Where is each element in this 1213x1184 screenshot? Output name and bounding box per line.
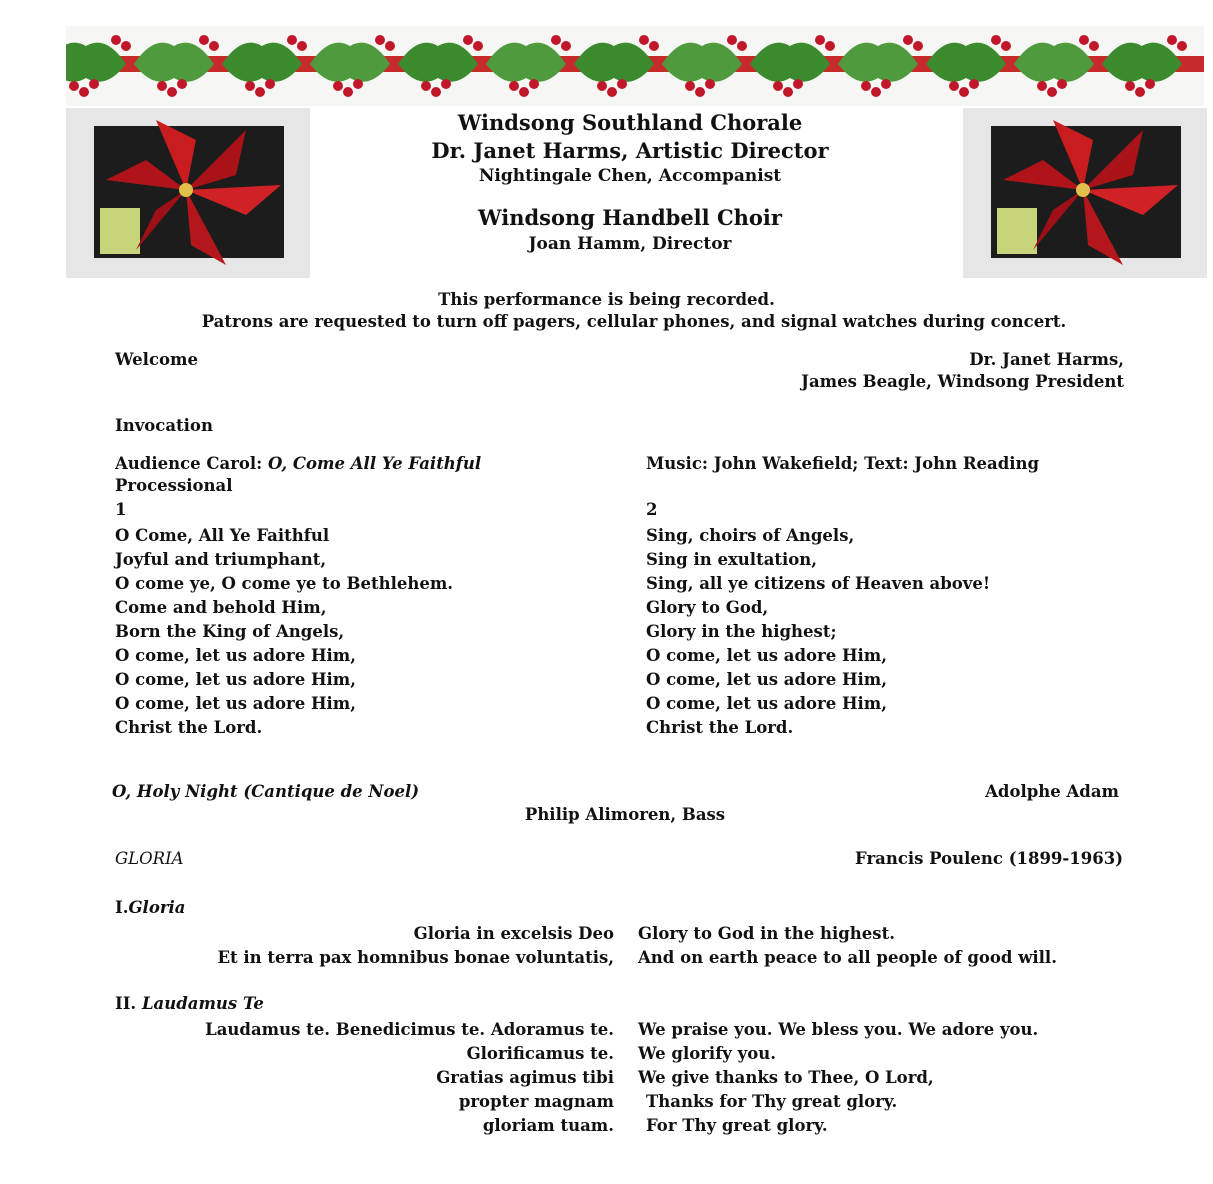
latin-line: Laudamus te. Benedicimus te. Adoramus te.: [205, 1020, 614, 1039]
latin-line: Gloria in excelsis Deo: [413, 924, 614, 943]
welcome-label: Welcome: [115, 350, 198, 369]
welcome-speaker-1: Dr. Janet Harms,: [969, 350, 1124, 369]
holly-berry: [737, 41, 747, 51]
carol-label: Audience Carol:: [115, 454, 269, 473]
holly-berry: [1037, 81, 1047, 91]
verse-2: [646, 524, 990, 740]
verse-line: O Come, All Ye Faithful: [115, 526, 330, 545]
holly-berry: [1079, 35, 1089, 45]
holly-berry: [111, 35, 121, 45]
verse-line: Joyful and triumphant,: [115, 550, 327, 569]
holly-berry: [793, 79, 803, 89]
verse-line: Sing, choirs of Angels,: [646, 526, 855, 545]
movement-1-number: I.: [115, 898, 129, 917]
holly-berry: [297, 41, 307, 51]
holly-berry: [473, 41, 483, 51]
latin-line: Glorificamus te.: [466, 1044, 614, 1063]
handbell-choir-name: Windsong Handbell Choir: [478, 205, 782, 230]
holly-berry: [617, 79, 627, 89]
poinsettia-image-left: [66, 108, 310, 278]
handbell-director: Joan Hamm, Director: [528, 234, 732, 254]
verse-line: O come, let us adore Him,: [646, 670, 888, 689]
movement-1-title: Gloria: [128, 898, 186, 917]
holly-berry: [431, 87, 441, 97]
holly-berry: [649, 41, 659, 51]
holly-berry: [529, 79, 539, 89]
poinsettia-image-right: [963, 108, 1207, 278]
english-line: Glory to God in the highest.: [638, 924, 895, 943]
holly-berry: [421, 81, 431, 91]
verse-line: Come and behold Him,: [115, 598, 327, 617]
holy-night-title: O, Holy Night (Cantique de Noel): [112, 782, 420, 801]
holly-berry: [1057, 79, 1067, 89]
recording-notice: This performance is being recorded.: [438, 290, 775, 309]
verse-1: [115, 524, 453, 740]
verse-line: O come, let us adore Him,: [646, 646, 888, 665]
verse-1-number: 1: [115, 500, 127, 519]
carol-credit: Music: John Wakefield; Text: John Reading: [646, 454, 1040, 473]
holly-berry: [815, 35, 825, 45]
carol-title: O, Come All Ye Faithful: [268, 454, 482, 473]
holly-berry: [353, 79, 363, 89]
holly-berry: [463, 35, 473, 45]
holly-berry: [639, 35, 649, 45]
holly-berry: [871, 87, 881, 97]
movement-1-heading: [115, 898, 186, 917]
holly-berry: [209, 41, 219, 51]
patron-notice: Patrons are requested to turn off pagers, cellular phones, and signal watches during concert.: [201, 312, 1067, 331]
holly-berry: [773, 81, 783, 91]
holly-berry: [1167, 35, 1177, 45]
english-line: We praise you. We bless you. We adore you.: [638, 1020, 1039, 1039]
holly-berry: [597, 81, 607, 91]
holly-berry: [783, 87, 793, 97]
holly-berry: [903, 35, 913, 45]
movement-2-latin: [205, 1018, 614, 1138]
holly-berry: [991, 35, 1001, 45]
holly-berry: [881, 79, 891, 89]
holly-berry: [265, 79, 275, 89]
holly-berry: [913, 41, 923, 51]
latin-line: propter magnam: [458, 1092, 614, 1111]
movement-2-title: Laudamus Te: [141, 994, 264, 1013]
latin-line: Gratias agimus tibi: [436, 1068, 614, 1087]
verse-2-number: 2: [646, 500, 658, 519]
holly-berry: [1001, 41, 1011, 51]
gloria-composer: Francis Poulenc (1899-1963): [855, 849, 1123, 868]
latin-line: gloriam tuam.: [482, 1116, 614, 1135]
welcome-speaker-2: James Beagle, Windsong President: [801, 372, 1124, 391]
holly-berry: [1125, 81, 1135, 91]
holly-berry: [333, 81, 343, 91]
movement-1-english: [638, 922, 1057, 970]
gloria-title: GLORIA: [115, 849, 184, 868]
holly-berry: [287, 35, 297, 45]
holly-berry: [375, 35, 385, 45]
movement-2-heading: [115, 994, 264, 1013]
holly-berry: [157, 81, 167, 91]
holly-berry: [1177, 41, 1187, 51]
holly-berry: [385, 41, 395, 51]
holly-berry: [727, 35, 737, 45]
holly-berry: [121, 41, 131, 51]
processional-label: Processional: [115, 476, 233, 495]
english-line: We give thanks to Thee, O Lord,: [638, 1068, 934, 1087]
holly-berry: [441, 79, 451, 89]
holly-berry: [861, 81, 871, 91]
holly-berry: [167, 87, 177, 97]
verse-line: Christ the Lord.: [646, 718, 794, 737]
carol-heading: [115, 454, 481, 473]
english-line: Thanks for Thy great glory.: [646, 1092, 898, 1111]
holly-berry: [825, 41, 835, 51]
holly-garland-banner: [66, 26, 1204, 106]
holly-berry: [685, 81, 695, 91]
holly-berry: [245, 81, 255, 91]
holly-berry: [177, 79, 187, 89]
holly-berry: [959, 87, 969, 97]
holly-berry: [79, 87, 89, 97]
verse-line: O come, let us adore Him,: [115, 670, 357, 689]
english-line: We glorify you.: [638, 1044, 776, 1063]
holly-berry: [551, 35, 561, 45]
holly-berry: [1089, 41, 1099, 51]
latin-line: Et in terra pax homnibus bonae voluntatis,: [217, 948, 614, 967]
holly-berry: [199, 35, 209, 45]
holly-berry: [1047, 87, 1057, 97]
holly-berry: [695, 87, 705, 97]
holy-night-soloist: Philip Alimoren, Bass: [524, 805, 726, 824]
movement-2-number: II.: [115, 994, 142, 1013]
holly-berry: [255, 87, 265, 97]
verse-line: Christ the Lord.: [115, 718, 263, 737]
holly-berry: [343, 87, 353, 97]
movement-1-latin: [217, 922, 614, 970]
verse-line: O come, let us adore Him,: [115, 694, 357, 713]
verse-line: Sing, all ye citizens of Heaven above!: [646, 574, 991, 593]
holly-berry: [561, 41, 571, 51]
holly-berry: [705, 79, 715, 89]
verse-line: Glory to God,: [646, 598, 769, 617]
verse-line: Sing in exultation,: [646, 550, 818, 569]
holly-berry: [69, 81, 79, 91]
chorale-name: Windsong Southland Chorale: [457, 110, 803, 135]
holy-night-composer: Adolphe Adam: [985, 782, 1119, 801]
holly-berry: [89, 79, 99, 89]
holly-berry: [1145, 79, 1155, 89]
english-line: And on earth peace to all people of good will.: [638, 948, 1057, 967]
holly-berry: [519, 87, 529, 97]
english-line: For Thy great glory.: [646, 1116, 828, 1135]
verse-line: O come ye, O come ye to Bethlehem.: [115, 574, 454, 593]
holly-berry: [607, 87, 617, 97]
verse-line: Born the King of Angels,: [115, 622, 345, 641]
holly-berry: [509, 81, 519, 91]
invocation-label: Invocation: [115, 416, 213, 435]
holly-berry: [1135, 87, 1145, 97]
holly-berry: [949, 81, 959, 91]
holly-berry: [969, 79, 979, 89]
artistic-director: Dr. Janet Harms, Artistic Director: [431, 138, 829, 163]
verse-line: Glory in the highest;: [646, 622, 837, 641]
verse-line: O come, let us adore Him,: [115, 646, 357, 665]
accompanist: Nightingale Chen, Accompanist: [478, 166, 782, 186]
movement-2-english: [638, 1018, 1038, 1138]
verse-line: O come, let us adore Him,: [646, 694, 888, 713]
